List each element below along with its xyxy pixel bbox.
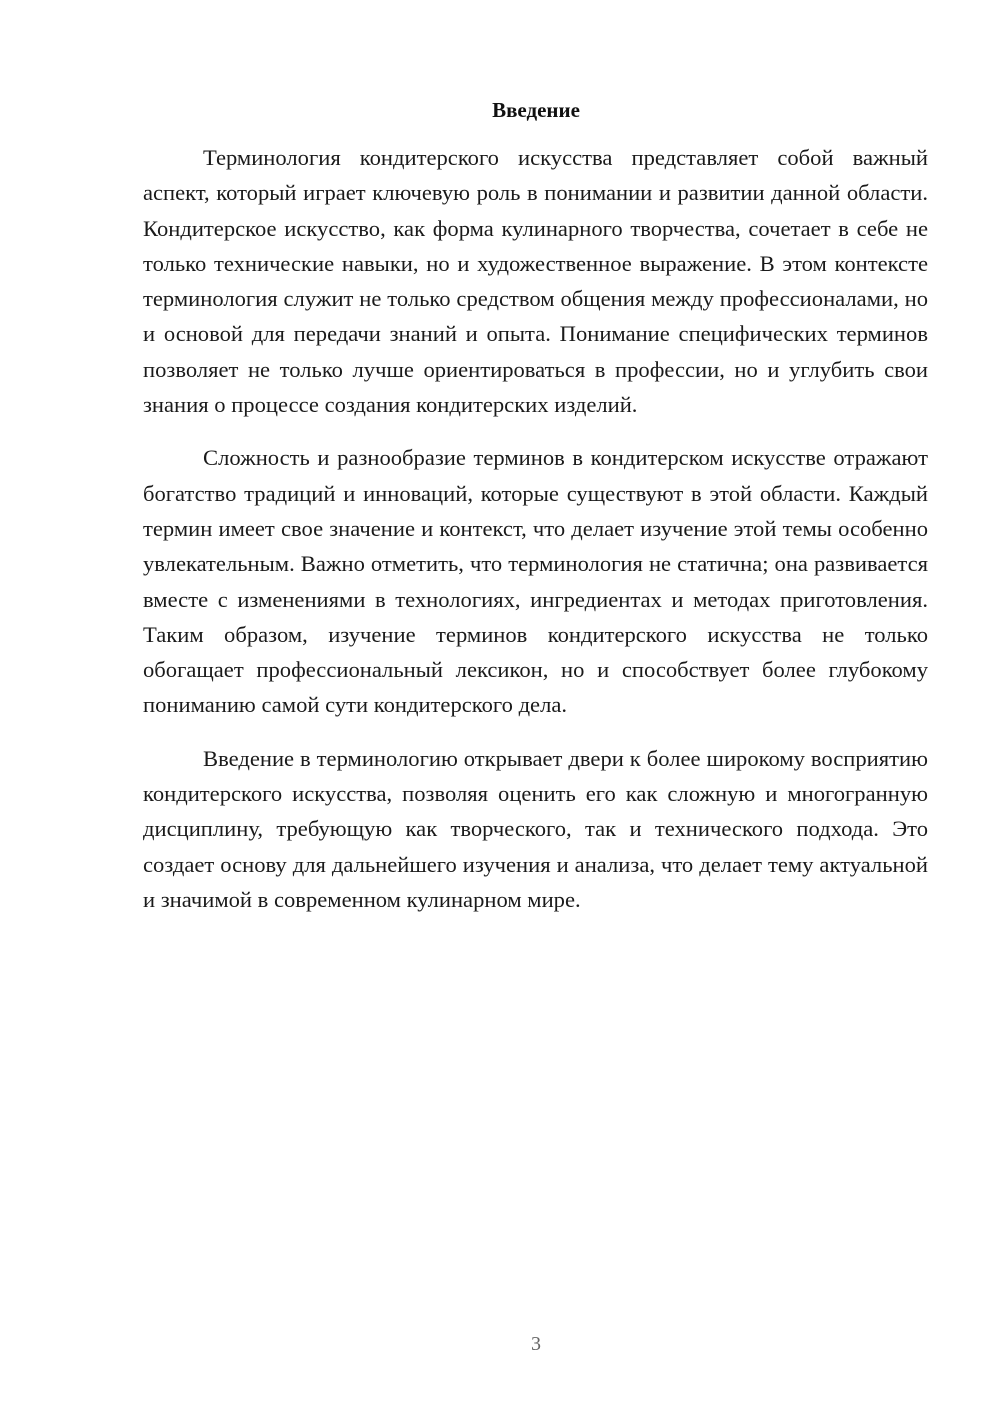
paragraph-1: Терминология кондитерского искусства представляет собой важный аспект, который играет ключевую роль в понимании и развитии данной области. Кондитерское искусство, как форма кулинарного творчества, сочетает в себе не только технические навыки, но и художественное выражение. В этом контексте терминология служит не только средством общения между профессионалами, но и основой для передачи знаний и опыта. Понимание специфических терминов позволяет не только лучше ориентироваться в профессии, но и углубить свои знания о процессе создания кондитерских изделий. bbox=[143, 145, 928, 418]
page-heading: Введение bbox=[492, 98, 580, 122]
page-number: 3 bbox=[531, 1333, 541, 1355]
document-body bbox=[143, 140, 928, 935]
paragraph-3: Введение в терминологию открывает двери к более широкому восприятию кондитерского искусства, позволяя оценить его как сложную и многогранную дисциплину, требующую как творческого, так и технического подхода. Это создает основу для дальнейшего изучения и анализа, что делает тему актуальной и значимой в современном кулинарном мире. bbox=[143, 745, 928, 912]
paragraph-2: Сложность и разнообразие терминов в кондитерском искусстве отражают богатство традиций и инноваций, которые существуют в этой области. Каждый термин имеет свое значение и контекст, что делает изучение этой темы особенно увлекательным. Важно отметить, что терминология не статична; она развивается вместе с изменениями в технологиях, ингредиентах и методах приготовления. Таким образом, изучение терминов кондитерского искусства не только обогащает профессиональный лексикон, но и способствует более глубокому пониманию самой сути кондитерского дела. bbox=[143, 445, 928, 718]
